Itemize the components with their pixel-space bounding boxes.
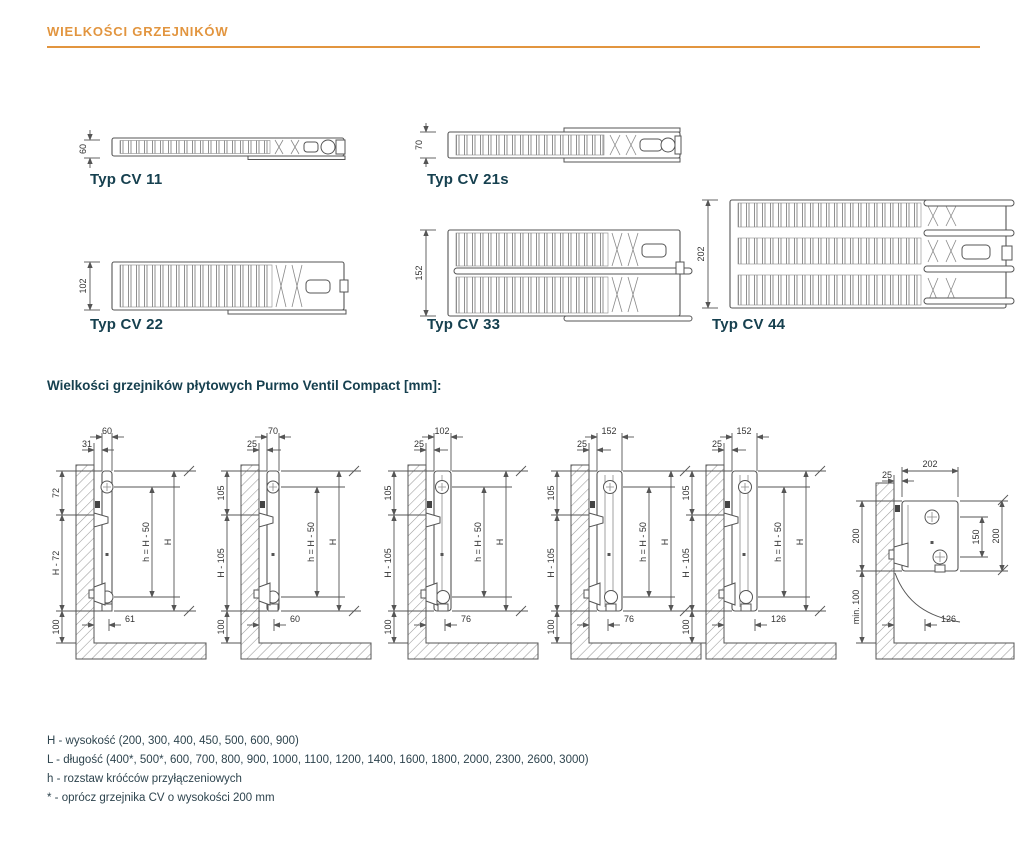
- side-diagram-5: [678, 425, 843, 675]
- radiator-drawing: [448, 128, 681, 162]
- svg-text:H: H: [495, 538, 505, 546]
- svg-text:76: 76: [461, 614, 472, 624]
- radiator-drawing: [730, 200, 1014, 308]
- legend: [47, 732, 589, 808]
- svg-text:152: 152: [736, 426, 752, 436]
- radiator-drawing: [112, 262, 348, 314]
- svg-text:H - 105: H - 105: [681, 548, 691, 578]
- wall-and-floor: [706, 465, 836, 659]
- type-label-cv44: Typ CV 44: [712, 316, 786, 333]
- radiator-body: [584, 471, 622, 611]
- depth-dimension: [414, 123, 436, 167]
- header-rule: [47, 46, 980, 48]
- svg-text:h = H - 50: h = H - 50: [141, 522, 151, 562]
- depth-dimension: [78, 130, 100, 168]
- top-view-cv11: [78, 126, 370, 174]
- depth-label: 102: [78, 278, 88, 294]
- svg-text:25: 25: [711, 439, 722, 449]
- side-diagram-3: [380, 425, 545, 675]
- svg-text:61: 61: [125, 614, 136, 624]
- type-label-cv21s: Typ CV 21s: [427, 171, 509, 188]
- svg-text:H: H: [328, 538, 338, 546]
- svg-text:h = H - 50: h = H - 50: [773, 522, 783, 562]
- side-diagram-2: [213, 425, 378, 675]
- svg-text:100: 100: [383, 619, 393, 635]
- svg-text:h = H - 50: h = H - 50: [638, 522, 648, 562]
- legend-line-length: L - długość (400*, 500*, 600, 700, 800, 900, 1000, 1100, 1200, 1400, 1600, 1800, 2000, 2300, 2600, 3000): [47, 754, 589, 766]
- type-label-cv11: Typ CV 11: [90, 171, 163, 188]
- legend-line-height: H - wysokość (200, 300, 400, 450, 500, 600, 900): [47, 735, 299, 747]
- svg-text:200: 200: [991, 528, 1001, 544]
- svg-text:25: 25: [246, 439, 257, 449]
- svg-text:100: 100: [51, 619, 61, 635]
- type-label-cv33: Typ CV 33: [427, 316, 501, 333]
- svg-text:126: 126: [771, 614, 787, 624]
- side-diagram-detail: [848, 425, 1026, 675]
- svg-text:100: 100: [216, 619, 226, 635]
- radiator-body: [889, 501, 960, 622]
- svg-text:H: H: [795, 538, 805, 546]
- svg-text:100: 100: [681, 619, 691, 635]
- svg-text:H: H: [660, 538, 670, 546]
- radiator-drawing: [448, 230, 692, 321]
- top-view-cv44: [696, 192, 1024, 334]
- svg-text:126: 126: [941, 614, 957, 624]
- svg-text:25: 25: [413, 439, 424, 449]
- svg-text:70: 70: [267, 426, 279, 436]
- svg-text:H - 72: H - 72: [51, 550, 61, 576]
- page-title: WIELKOŚCI GRZEJNIKÓW: [47, 24, 229, 39]
- depth-label: 202: [696, 246, 706, 262]
- svg-text:H: H: [163, 538, 173, 546]
- svg-text:105: 105: [546, 485, 556, 501]
- svg-text:200: 200: [851, 528, 861, 544]
- depth-dimension: [696, 200, 718, 308]
- svg-text:25: 25: [881, 470, 892, 480]
- legend-line-footnote: * - oprócz grzejnika CV o wysokości 200 mm: [47, 792, 275, 804]
- depth-label: 60: [78, 143, 88, 155]
- svg-text:76: 76: [624, 614, 635, 624]
- svg-text:H - 105: H - 105: [216, 548, 226, 578]
- depth-label: 152: [414, 265, 424, 281]
- svg-text:25: 25: [576, 439, 587, 449]
- depth-dimension: [414, 230, 436, 316]
- svg-text:100: 100: [546, 619, 556, 635]
- depth-label: 70: [414, 139, 424, 151]
- side-diagram-1: [48, 425, 213, 675]
- svg-text:152: 152: [601, 426, 617, 436]
- svg-text:150: 150: [971, 529, 981, 545]
- top-view-cv21s: [414, 122, 706, 176]
- svg-text:202: 202: [922, 459, 938, 469]
- radiator-drawing: [112, 138, 345, 160]
- legend-line-ports: h - rozstaw króćców przyłączeniowych: [47, 773, 242, 785]
- svg-text:105: 105: [681, 485, 691, 501]
- svg-text:102: 102: [434, 426, 450, 436]
- svg-text:72: 72: [51, 487, 61, 499]
- type-label-cv22: Typ CV 22: [90, 316, 164, 333]
- radiator-body: [719, 471, 757, 611]
- svg-text:h = H - 50: h = H - 50: [306, 522, 316, 562]
- svg-text:H - 105: H - 105: [383, 548, 393, 578]
- svg-text:60: 60: [101, 426, 113, 436]
- svg-text:H - 105: H - 105: [546, 548, 556, 578]
- svg-text:105: 105: [383, 485, 393, 501]
- svg-text:h = H - 50: h = H - 50: [473, 522, 483, 562]
- dimensions-section-title: Wielkości grzejników płytowych Purmo Ventil Compact [mm]:: [47, 378, 442, 393]
- depth-dimension: [78, 262, 100, 310]
- svg-text:105: 105: [216, 485, 226, 501]
- svg-text:min. 100: min. 100: [851, 589, 861, 625]
- svg-text:31: 31: [81, 439, 92, 449]
- svg-text:60: 60: [290, 614, 301, 624]
